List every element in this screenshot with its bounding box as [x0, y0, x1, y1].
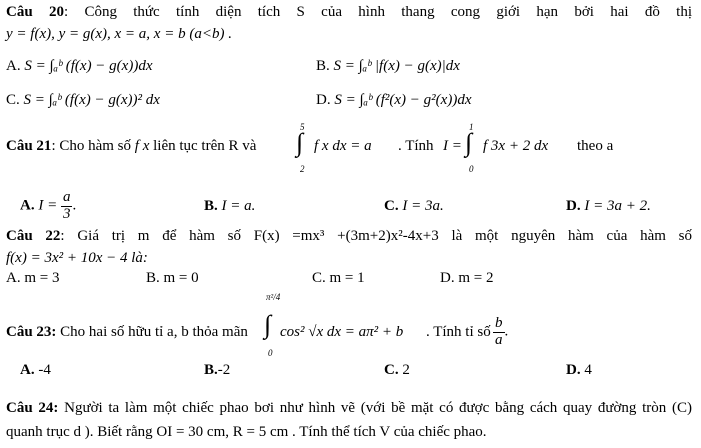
integral-upper-limit: π²/4 [266, 292, 281, 302]
q22-option-b[interactable] [146, 270, 199, 287]
fraction-numerator: b [495, 315, 503, 331]
option-formula: S = ∫ₐᵇ |f(x) − g(x)|dx [333, 58, 460, 74]
option-formula: S = ∫ₐᵇ (f(x) − g(x))dx [24, 58, 153, 74]
option-value: 4 [584, 362, 592, 378]
q24-text: Người ta làm một chiếc phao bơi như hình vẽ (với bề mặt có được bằng cách quay đường tròn (C) [64, 400, 693, 416]
option-formula: S = ∫ₐᵇ (f(x) − g(x))² dx [23, 92, 160, 108]
option-value: m = 1 [329, 270, 365, 286]
option-letter: C. [384, 362, 399, 378]
fraction-numerator: a [62, 189, 71, 205]
q23-option-b[interactable] [204, 362, 230, 379]
q23-option-a[interactable] [20, 362, 51, 379]
integral-body: cos² √x dx = aπ² + b [280, 324, 404, 340]
option-formula: I = a. [221, 198, 256, 214]
option-letter: A. [20, 362, 35, 378]
q23-option-c[interactable] [384, 362, 410, 379]
option-period: . [72, 197, 77, 214]
option-formula: I = 3a. [402, 198, 444, 214]
option-value: -4 [38, 362, 51, 378]
q20-stem-line2: y = f(x), y = g(x), x = a, x = b (a<b) . [6, 26, 232, 42]
q23-label: Câu 23: [6, 324, 57, 340]
q20-option-d[interactable] [316, 92, 471, 109]
option-letter: A. [6, 270, 21, 286]
q23-text-end: . Tính tỉ số [426, 324, 491, 340]
option-letter: C. [384, 198, 399, 214]
q24-stem-line2: quanh trục d ). Biết rằng OI = 30 cm, R = 5 cm . Tính thể tích V của chiếc phao. [6, 424, 487, 440]
q23-text-pre: Cho hai số hữu tỉ a, b thỏa mãn [60, 324, 248, 340]
q20-option-b[interactable] [316, 58, 460, 75]
q21-stem [6, 138, 256, 155]
q21-int2-prefix: I = [443, 138, 462, 154]
q22-text: : Giá trị m để hàm số F(x) =mx³ +(3m+2)x²-4x+3 là một nguyên hàm của hàm số [60, 228, 692, 244]
option-formula: I = 3a + 2. [584, 198, 651, 214]
q21-text-mid: liên tục trên R và [153, 138, 257, 154]
q21-option-c[interactable] [384, 198, 444, 215]
q24-stem [6, 400, 692, 417]
option-value: 2 [402, 362, 410, 378]
option-letter: A. [6, 58, 21, 74]
integral-sign: ∫ [264, 310, 272, 339]
integral-body: f x dx = a [314, 138, 372, 154]
q21-integral-2 [463, 122, 583, 172]
q20-label: Câu 20 [6, 4, 64, 20]
option-letter: D. [566, 362, 581, 378]
option-letter: B. [204, 198, 218, 214]
q21-text-tinh: . Tính [398, 138, 434, 154]
option-letter: A. [20, 197, 35, 214]
q21-text-end [577, 138, 613, 155]
q21-func: f x [134, 138, 150, 154]
option-value: m = 3 [24, 270, 60, 286]
q20-option-a[interactable] [6, 58, 152, 75]
q21-option-d[interactable] [566, 198, 651, 215]
option-letter: B. [204, 362, 218, 378]
option-formula: S = ∫ₐᵇ (f²(x) − g²(x))dx [334, 92, 472, 108]
option-letter: D. [566, 198, 581, 214]
integral-upper-limit: 5 [300, 122, 305, 132]
q24-label: Câu 24: [6, 400, 59, 416]
q20-option-c[interactable] [6, 92, 160, 109]
option-formula: I = [38, 197, 58, 214]
option-letter: C. [6, 92, 20, 108]
q21-option-a[interactable] [20, 190, 76, 223]
q22-label: Câu 22 [6, 228, 61, 244]
option-value: m = 2 [458, 270, 494, 286]
option-letter: B. [316, 58, 330, 74]
q22-option-c[interactable] [312, 270, 365, 287]
option-letter: D. [316, 92, 331, 108]
q20-stem [6, 4, 692, 21]
integral-lower-limit: 2 [300, 164, 305, 174]
q22-option-a[interactable] [6, 270, 59, 287]
q23-stem [6, 324, 248, 341]
option-value: -2 [217, 362, 231, 378]
option-letter: B. [146, 270, 160, 286]
fraction-denominator: 3 [62, 205, 71, 222]
q23-option-d[interactable] [566, 362, 592, 379]
option-letter: D. [440, 270, 455, 286]
q22-stem-line2: f(x) = 3x² + 10x − 4 là: [6, 250, 148, 266]
fraction-denominator: a [495, 331, 503, 348]
option-fraction [61, 190, 73, 223]
q21-option-b[interactable] [204, 198, 255, 215]
integral-lower-limit: 0 [268, 348, 273, 358]
q22-option-d[interactable] [440, 270, 493, 287]
q21-label: Câu 21 [6, 138, 52, 154]
integral-upper-limit: 1 [469, 122, 474, 132]
q22-stem [6, 228, 692, 245]
option-value: m = 0 [163, 270, 199, 286]
q21-text-pre: : Cho hàm số [51, 138, 132, 154]
text-end: theo a [577, 138, 614, 154]
q20-text: : Công thức tính diện tích S của hình thang cong giới hạn bởi hai đồ thị [63, 4, 692, 20]
integral-lower-limit: 0 [469, 164, 474, 174]
integral-sign: ∫ [465, 128, 473, 157]
integral-body: f 3x + 2 dx [483, 138, 549, 154]
q23-fraction: $\frac{b}{a}$ . [495, 315, 509, 348]
option-letter: C. [312, 270, 326, 286]
integral-sign: ∫ [296, 128, 304, 157]
